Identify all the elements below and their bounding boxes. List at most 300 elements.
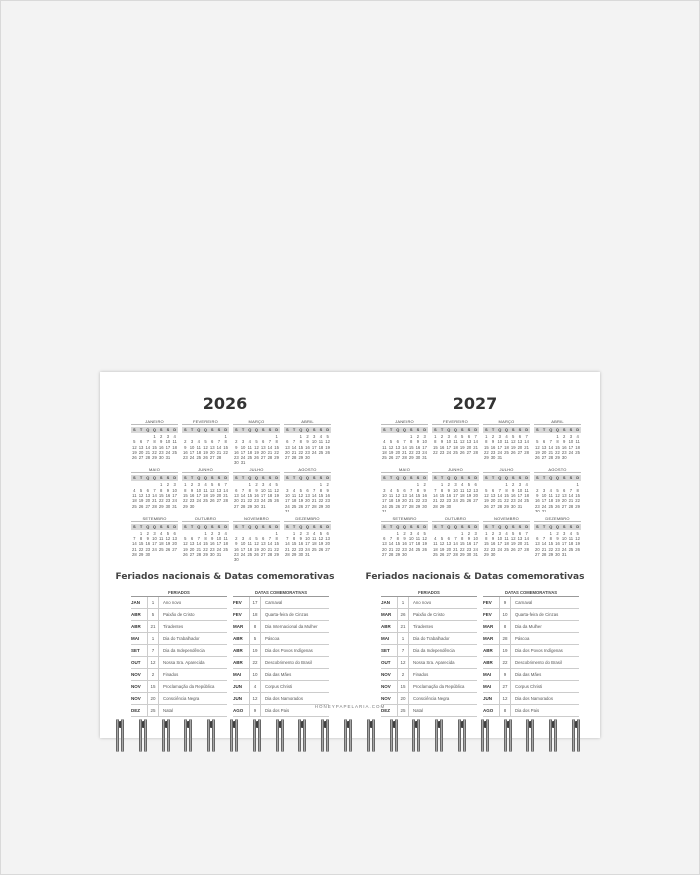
month-abbr: NOV [381,684,391,689]
day-cell: 14 [291,444,297,450]
day-cell: 24 [517,498,523,504]
day-cell: 2 [160,434,163,439]
day-cell: 9 [423,487,426,493]
day-cell: 4 [248,535,251,541]
day-cell: 29 [555,455,560,461]
day-cell: 15 [203,541,208,547]
day-cell: 11 [415,535,421,541]
weekday-label: S [159,475,163,481]
day-cell: 3 [498,530,501,536]
day-cell: 28 [433,503,438,509]
day-cell: 15 [291,541,297,547]
day-cell: 3 [474,530,477,536]
day-cell: 25 [382,455,387,461]
day-cell: 28 [267,551,273,557]
weekday-label: S [383,523,386,529]
weekday-label: S [511,427,515,432]
day-cell: 14 [408,492,414,498]
day-cell: 5 [133,439,136,445]
day-number: 12 [249,693,261,704]
binding-coil [411,719,421,752]
day-cell: 31 [497,455,503,461]
day-cell: 23 [561,449,567,455]
day-grid [284,434,331,460]
day-cell: 3 [173,482,176,488]
table-row [233,621,329,633]
day-cell: 7 [133,535,136,541]
day-cell: 30 [145,551,151,557]
day-cell: 8 [396,535,399,541]
day-grid [182,531,229,557]
month-fevereiro [432,419,479,464]
day-cell: 30 [254,503,259,509]
day-cell: 5 [211,482,214,488]
weekday-label: Q [299,427,303,432]
day-cell: 21 [196,546,202,552]
weekday-label: S [416,427,420,432]
day-cell: 30 [325,503,330,509]
weekday-label: S [210,475,214,481]
day-cell: 13 [517,535,523,541]
month-abbr: NOV [131,672,141,677]
day-cell: 20 [473,492,478,498]
day-number: 5 [249,633,261,644]
day-cell: 12 [203,444,208,450]
day-cell: 9 [440,439,444,445]
day-cell: 2 [467,530,471,536]
weekday-label: S [261,475,265,481]
day-cell: 30 [305,455,310,461]
day-cell: 15 [247,492,253,498]
weekday-header [534,427,581,433]
day-cell: 24 [216,546,222,552]
day-cell: 19 [318,541,324,547]
day-cell: 22 [274,546,279,552]
day-cell: 15 [439,492,445,498]
day-cell: 11 [433,541,438,547]
weekday-header [131,524,178,530]
day-cell: 8 [319,487,323,493]
day-cell: 9 [160,439,163,445]
day-cell: 16 [561,444,567,450]
month-name: SETEMBRO [131,516,178,522]
day-cell: 11 [382,444,387,450]
day-cell: 10 [561,535,567,541]
day-cell: 24 [453,498,458,504]
day-cell: 13 [402,492,407,498]
weekday-label: Q [549,427,553,432]
day-cell: 14 [196,541,202,547]
datas-header: DATAS COMEMORATIVAS [483,589,579,597]
day-cell: 16 [158,444,164,450]
day-cell: 15 [274,444,279,450]
day-cell: 30 [189,503,195,509]
day-cell: 2 [440,434,444,439]
month-name: DEZEMBRO [284,516,331,522]
day-cell: 24 [408,546,414,552]
weekday-label: Q [305,427,310,432]
day-cell: 9 [255,487,258,493]
day-cell: 9 [416,439,420,445]
day-cell: 16 [234,546,239,552]
day-cell: 21 [541,546,547,552]
day-cell: 10 [196,487,202,493]
day-cell: 26 [459,449,465,455]
day-cell: 13 [517,439,523,445]
day-cell: 15 [555,444,560,450]
day-cell: 21 [145,449,151,455]
weekday-label: S [319,427,323,432]
year-title: 2026 [202,394,248,413]
month-janeiro [381,419,428,464]
day-cell: 28 [132,551,137,557]
day-cell: 7 [474,434,477,439]
day-cell: 3 [569,434,573,439]
day-cell: 1 [440,482,444,488]
day-grid [381,482,428,512]
day-cell: 18 [172,444,177,450]
binding-coil [161,719,171,752]
day-cell: 14 [433,492,438,498]
day-cell: 6 [326,530,329,536]
weekday-label: S [133,523,136,529]
month-abbr: MAI [381,636,390,641]
day-cell: 7 [313,487,316,493]
day-cell: 2 [416,434,420,439]
day-grid [131,531,178,557]
month-name: OUTUBRO [432,516,479,522]
day-cell: 27 [260,455,266,461]
weekday-label: Q [555,427,560,432]
day-cell: 6 [173,530,176,536]
weekday-label: S [485,523,488,529]
month-abbr: FEV [483,612,492,617]
day-cell: 23 [555,546,560,552]
months-grid [131,419,331,561]
credit-text: HONEYPAPELARIA.COM [314,704,386,709]
day-cell: 29 [298,455,304,461]
day-cell: 7 [410,487,413,493]
day-cell: 11 [548,492,553,498]
day-cell: 29 [484,551,489,557]
day-cell: 20 [189,546,195,552]
month-name: NOVEMBRO [483,516,530,522]
day-cell: 24 [152,546,157,552]
weekday-label: T [292,475,296,481]
day-cell: 25 [158,546,164,552]
day-cell: 22 [555,449,560,455]
day-cell: 27 [209,455,215,461]
day-number: 1 [397,597,409,608]
day-number: 10 [499,609,511,620]
day-cell: 22 [152,449,157,455]
day-cell: 31 [382,508,387,513]
day-cell: 22 [138,546,144,552]
day-cell: 19 [439,546,445,552]
day-cell: 29 [158,503,164,509]
month-junho [182,467,229,512]
month-abril [284,419,331,464]
day-cell: 14 [497,492,503,498]
weekday-header [182,475,229,481]
day-cell: 5 [467,482,471,488]
binding-coil [457,719,467,752]
table-row [483,645,579,657]
day-cell: 17 [216,541,222,547]
weekday-label: S [184,523,187,529]
day-cell: 26 [254,551,259,557]
binding-coil [548,719,558,752]
table-row [233,657,329,669]
event-name: Dia dos Pais [515,708,540,713]
table-row [483,633,579,645]
day-cell: 12 [484,492,489,498]
weekday-label: S [536,427,539,432]
day-cell: 21 [433,498,438,504]
day-cell: 15 [395,541,401,547]
day-cell: 15 [223,444,228,450]
weekday-label: T [440,523,444,529]
day-cell: 6 [536,535,539,541]
day-cell: 2 [299,530,302,536]
weekday-label: Q [152,427,157,432]
day-cell: 4 [505,434,508,439]
day-cell: 1 [275,530,278,536]
holidays-title: Feriados nacionais & Datas comemorativas [365,572,585,582]
table-row [233,597,329,609]
day-cell: 12 [183,541,188,547]
day-cell: 9 [190,487,194,493]
day-number: 22 [249,657,261,668]
day-cell: 22 [575,498,580,504]
day-number: 2 [397,669,409,680]
day-cell: 27 [466,449,472,455]
day-cell: 14 [453,541,458,547]
weekday-label: S [217,475,221,481]
day-cell: 12 [555,492,560,498]
weekday-label: S [569,475,573,481]
day-cell: 9 [184,444,187,450]
day-number: 20 [147,693,159,704]
day-cell: 3 [286,487,289,493]
month-março [483,419,530,464]
datas-table [483,589,579,717]
binding-coil [434,719,444,752]
event-name: Quarta-feira de Cinzas [265,612,309,617]
day-cell: 12 [535,444,540,450]
day-cell: 20 [260,546,266,552]
day-cell: 10 [240,541,246,547]
day-cell: 5 [576,530,579,536]
day-cell: 16 [446,492,452,498]
day-cell: 23 [490,449,496,455]
day-cell: 4 [569,530,573,536]
month-abbr: JAN [381,600,391,605]
day-cell: 14 [152,492,157,498]
day-cell: 21 [311,498,317,504]
day-cell: 12 [422,535,427,541]
day-number: 12 [147,657,159,668]
month-outubro [182,516,229,561]
day-cell: 7 [268,535,272,541]
day-number: 26 [397,609,409,620]
day-cell: 19 [459,444,465,450]
day-cell: 28 [223,498,228,504]
table-row [131,645,227,657]
event-name: Proclamação da República [163,684,215,689]
day-cell: 3 [423,434,426,439]
event-name: Descobrimento do Brasil [265,660,312,665]
day-cell: 4 [576,434,579,439]
month-junho [432,467,479,512]
day-cell: 5 [389,439,393,445]
day-cell: 28 [473,449,478,455]
day-cell: 9 [403,535,406,541]
weekday-label: S [416,475,420,481]
day-cell: 6 [217,482,221,488]
month-name: AGOSTO [534,467,581,473]
feriados-table [381,589,477,717]
event-name: Corpus Christi [265,684,293,689]
weekday-label: Q [248,427,252,432]
weekday-label: S [268,523,272,529]
day-cell: 10 [473,535,478,541]
day-cell: 4 [434,535,437,541]
day-cell: 8 [248,487,251,493]
day-cell: 8 [410,439,413,445]
binding-coil [503,719,513,752]
day-cell: 11 [159,535,164,541]
day-cell: 7 [268,439,272,445]
day-grid [432,531,479,557]
weekday-label: T [241,523,245,529]
day-cell: 23 [158,449,164,455]
event-name: Quarta-feira de Cinzas [515,612,559,617]
month-dezembro [284,516,331,561]
day-cell: 12 [510,439,516,445]
day-cell: 26 [535,455,540,461]
day-cell: 22 [484,449,489,455]
day-cell: 12 [254,541,259,547]
day-cell: 26 [388,455,394,461]
day-cell: 9 [211,535,214,541]
weekday-label: D [474,523,478,529]
event-name: Dia dos Povos Indígenas [265,648,313,653]
day-cell: 7 [292,439,296,445]
day-cell: 19 [274,492,279,498]
day-cell: 12 [165,535,171,541]
day-cell: 19 [510,444,516,450]
day-cell: 31 [172,503,177,509]
weekday-label: Q [555,523,560,529]
day-cell: 23 [402,546,407,552]
month-março [233,419,280,464]
event-name: Dia Internacional da Mulher [265,624,318,629]
day-cell: 25 [575,449,580,455]
day-cell: 10 [152,535,157,541]
month-name: JULHO [233,467,280,473]
day-cell: 7 [403,439,406,445]
day-cell: 30 [466,551,472,557]
day-cell: 1 [416,482,420,488]
day-cell: 23 [183,455,188,461]
day-cell: 20 [446,546,452,552]
day-cell: 1 [461,530,464,536]
day-cell: 16 [325,492,330,498]
day-cell: 16 [510,492,516,498]
day-cell: 11 [132,492,137,498]
day-cell: 2 [512,482,515,488]
day-number: 20 [397,693,409,704]
weekday-label: Q [203,475,208,481]
day-cell: 5 [275,482,278,488]
day-cell: 16 [490,444,496,450]
day-cell: 16 [145,541,151,547]
day-cell: 18 [504,444,509,450]
weekday-label: S [159,523,163,529]
day-cell: 16 [305,444,310,450]
day-cell: 30 [422,503,427,509]
weekday-label: Q [396,475,400,481]
day-cell: 27 [145,503,151,509]
weekday-label: D [576,523,580,529]
day-cell: 4 [268,482,272,488]
day-cell: 7 [241,487,245,493]
day-number: 9 [249,705,261,716]
day-cell: 1 [549,530,552,536]
day-cell: 14 [223,487,228,493]
day-cell: 20 [466,444,472,450]
day-cell: 25 [504,546,509,552]
event-name: Dia da Independência [413,648,455,653]
feriados-header: FERIADOS [131,589,227,597]
day-cell: 8 [204,535,207,541]
day-cell: 10 [453,487,458,493]
day-number: 15 [397,681,409,692]
weekday-header [381,475,428,481]
binding-coil [297,719,307,752]
day-cell: 4 [197,439,200,445]
binding-coil [138,719,148,752]
day-cell: 2 [491,434,495,439]
day-cell: 10 [497,439,503,445]
day-cell: 2 [536,487,539,493]
day-cell: 1 [153,434,156,439]
day-cell: 9 [467,535,471,541]
day-cell: 25 [318,449,324,455]
day-cell: 17 [561,541,567,547]
day-cell: 3 [563,530,566,536]
table-row [233,609,329,621]
month-name: SETEMBRO [381,516,428,522]
day-cell: 17 [517,492,523,498]
month-name: DEZEMBRO [534,516,581,522]
day-cell: 7 [389,535,393,541]
day-cell: 27 [189,551,195,557]
day-cell: 3 [166,434,170,439]
day-cell: 17 [240,449,246,455]
day-cell: 3 [454,482,457,488]
weekday-label: Q [146,523,150,529]
day-cell: 31 [561,551,567,557]
day-cell: 31 [240,460,246,464]
day-cell: 15 [152,444,157,450]
month-abbr: ABR [131,624,141,629]
day-cell: 14 [473,439,478,445]
day-cell: 18 [382,449,387,455]
month-outubro [432,516,479,561]
month-abbr: AGO [483,708,494,713]
